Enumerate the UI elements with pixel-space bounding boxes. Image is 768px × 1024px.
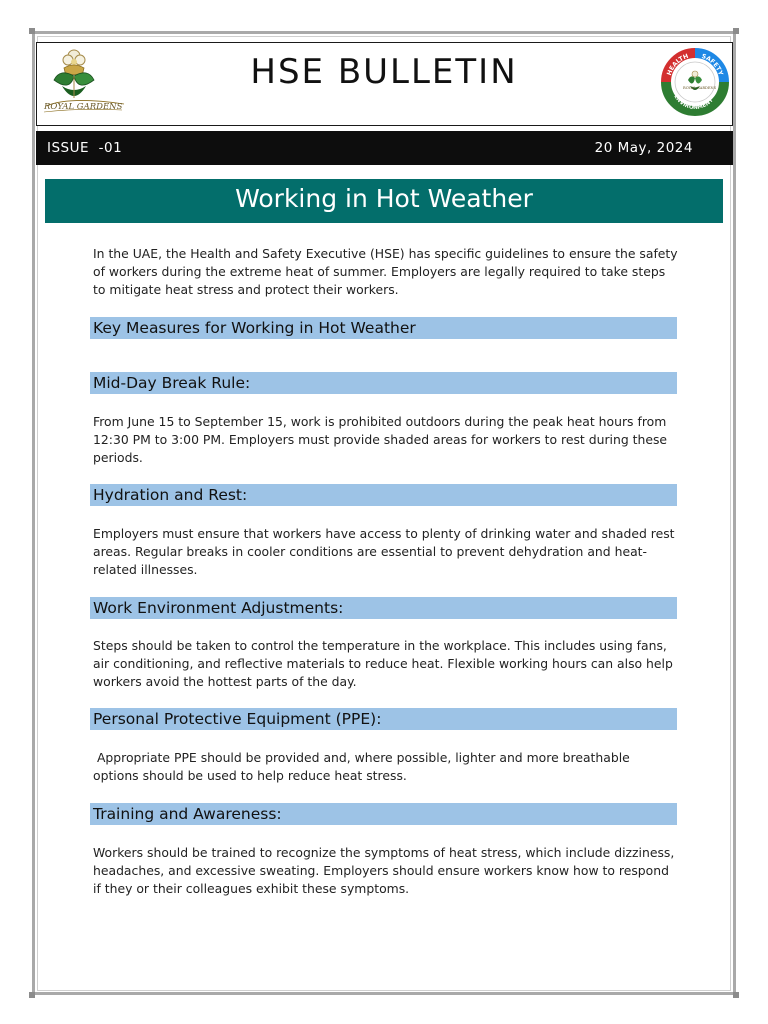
article-title: Working in Hot Weather [235, 184, 533, 213]
section-heading-mid-day-break: Mid-Day Break Rule: [90, 372, 677, 394]
issue-bar [36, 131, 733, 165]
key-measures-heading: Key Measures for Working in Hot Weather [90, 317, 677, 339]
issue-date: 20 May, 2024 [594, 140, 693, 156]
corner-mark [29, 992, 35, 998]
hse-badge-word: HEALTH [665, 52, 690, 77]
hse-badge-inner-text: ROYAL GARDENS [683, 86, 717, 90]
corner-mark [733, 28, 739, 34]
article-title-banner [45, 179, 723, 223]
hse-badge-word: SAFETY [700, 52, 725, 77]
section-body-mid-day-break: From June 15 to September 15, work is prohibited outdoors during the peak heat hours from 12:30 PM to 3:00 PM. Employers must provide shaded areas for workers to rest during these periods. [93, 414, 668, 466]
corner-mark [733, 992, 739, 998]
bulletin-title: HSE BULLETIN [250, 52, 518, 92]
issue-number: ISSUE -01 [47, 140, 123, 156]
section-heading-work-environment: Work Environment Adjustments: [90, 597, 677, 619]
section-heading-ppe: Personal Protective Equipment (PPE): [90, 708, 677, 730]
royal-gardens-logo-text: ROYAL GARDENS [44, 102, 123, 112]
intro-paragraph: In the UAE, the Health and Safety Executive (HSE) has specific guidelines to ensure the safety of workers during the extreme heat of summer. Employers are legally required to take steps to mitigate heat stress and protect their workers. [93, 246, 678, 298]
section-body-training: Workers should be trained to recognize the symptoms of heat stress, which include dizziness, headaches, and excessive sweating. Employers should ensure workers know how to respond if they or their colleagues exhibit these symptoms. [93, 845, 675, 897]
hse-badge-word: ENVIRONMENT [672, 93, 715, 112]
hse-badge-icon [658, 46, 732, 116]
section-body-hydration: Employers must ensure that workers have access to plenty of drinking water and shaded rest areas. Regular breaks in cooler conditions are essential to prevent dehydration and heat-related illnesses. [93, 526, 675, 578]
section-body-ppe: Appropriate PPE should be provided and, where possible, lighter and more breathable options should be used to help reduce heat stress. [93, 750, 634, 784]
corner-mark [29, 28, 35, 34]
section-body-work-environment: Steps should be taken to control the temperature in the workplace. This includes using fans, air conditioning, and reflective materials to reduce heat. Flexible working hours can also help workers avoid the hottest parts of the day. [93, 638, 673, 690]
section-heading-hydration: Hydration and Rest: [90, 484, 677, 506]
hse-badge-logo [658, 46, 732, 116]
section-heading-training: Training and Awareness: [90, 803, 677, 825]
